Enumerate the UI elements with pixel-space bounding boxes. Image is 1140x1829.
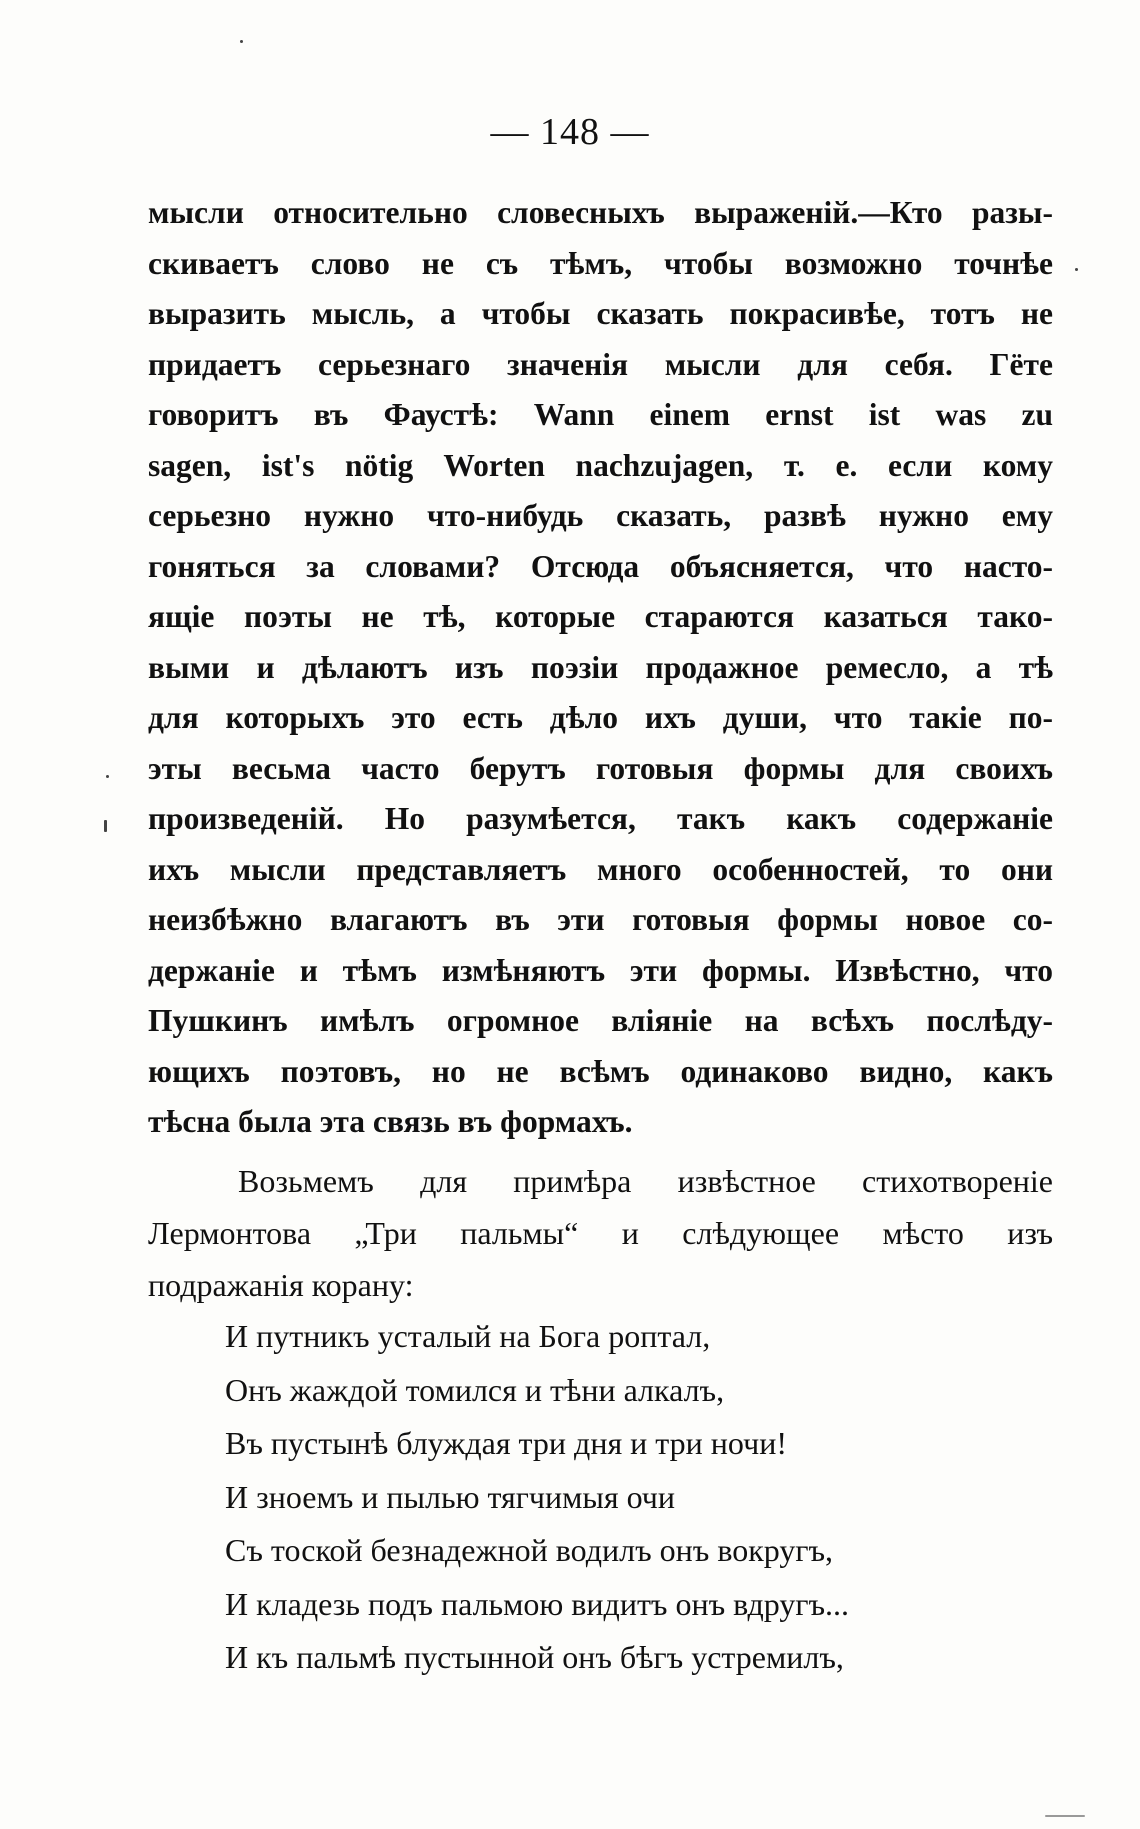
scan-speck xyxy=(240,40,243,43)
text-line: выми и дѣлаютъ изъ поэзіи продажное ремесло, а тѣ xyxy=(148,649,1053,685)
verse-line: И путникъ усталый на Бога роптал, xyxy=(225,1318,711,1354)
verse-line: И зноемъ и пылью тягчимыя очи xyxy=(225,1478,675,1515)
verse-line: И кладезь подъ пальмою видитъ онъ вдругъ... xyxy=(225,1585,849,1622)
text-line: серьезно нужно что-нибудь сказать, развѣ нужно ему xyxy=(148,498,1053,533)
scan-speck xyxy=(106,775,109,778)
verse-line: Онъ жаждой томился и тѣни алкалъ, xyxy=(225,1371,725,1408)
verse-line: И къ пальмѣ пустынной онъ бѣгъ устремилъ, xyxy=(225,1639,844,1675)
text-line: Лермонтова „Три пальмы“ и слѣдующее мѣсто изъ xyxy=(148,1215,1053,1251)
text-line: говоритъ въ Фаустѣ: Wann einem ernst ist was zu xyxy=(148,397,1053,432)
text-line: произведеній. Но разумѣется, такъ какъ содержаніе xyxy=(148,801,1053,836)
text-line: держаніе и тѣмъ измѣняютъ эти формы. Извѣстно, что xyxy=(148,952,1053,988)
text-line: скиваетъ слово не съ тѣмъ, чтобы возможно точнѣе xyxy=(148,245,1053,281)
scan-speck xyxy=(1045,1815,1085,1817)
text-line: мысли относительно словесныхъ выраженій.—Кто разы- xyxy=(148,195,1053,230)
text-line: Пушкинъ имѣлъ огромное вліяніе на всѣхъ послѣду- xyxy=(148,1003,1053,1038)
text-line: выразить мысль, а чтобы сказать покрасивѣе, тотъ не xyxy=(148,296,1053,331)
scan-speck xyxy=(104,820,107,832)
text-line: неизбѣжно влагаютъ въ эти готовыя формы новое со- xyxy=(148,902,1053,937)
verse-line: Въ пустынѣ блуждая три дня и три ночи! xyxy=(225,1425,787,1461)
scan-speck xyxy=(1075,268,1078,271)
text-line: эты весьма часто берутъ готовыя формы для своихъ xyxy=(148,750,1053,786)
text-line: sagen, ist's nötig Worten nachzujagen, т. е. если кому xyxy=(148,447,1053,483)
verse-quotation xyxy=(225,1310,1025,1685)
text-line: для которыхъ это есть дѣло ихъ души, что такіе по- xyxy=(148,700,1053,735)
paragraph-1 xyxy=(148,188,1053,1148)
text-line: ющихъ поэтовъ, но не всѣмъ одинаково видно, какъ xyxy=(148,1053,1053,1089)
text-line: тѣсна была эта связь въ формахъ. xyxy=(148,1104,633,1139)
text-line: ящіе поэты не тѣ, которые стараются казаться тако- xyxy=(148,599,1053,634)
text-line: подражанія корану: xyxy=(148,1267,414,1303)
text-line: ихъ мысли представляетъ много особенностей, то они xyxy=(148,851,1053,887)
page-number: — 148 — xyxy=(490,111,650,153)
verse-line: Съ тоской безнадежной водилъ онъ вокругъ, xyxy=(225,1532,834,1568)
paragraph-2 xyxy=(148,1155,1053,1311)
text-line: придаетъ серьезнаго значенія мысли для себя. Гёте xyxy=(148,346,1053,382)
text-line: Возьмемъ для примѣра извѣстное стихотвореніе xyxy=(238,1163,1053,1199)
text-line: гоняться за словами? Отсюда объясняется, что насто- xyxy=(148,548,1053,584)
